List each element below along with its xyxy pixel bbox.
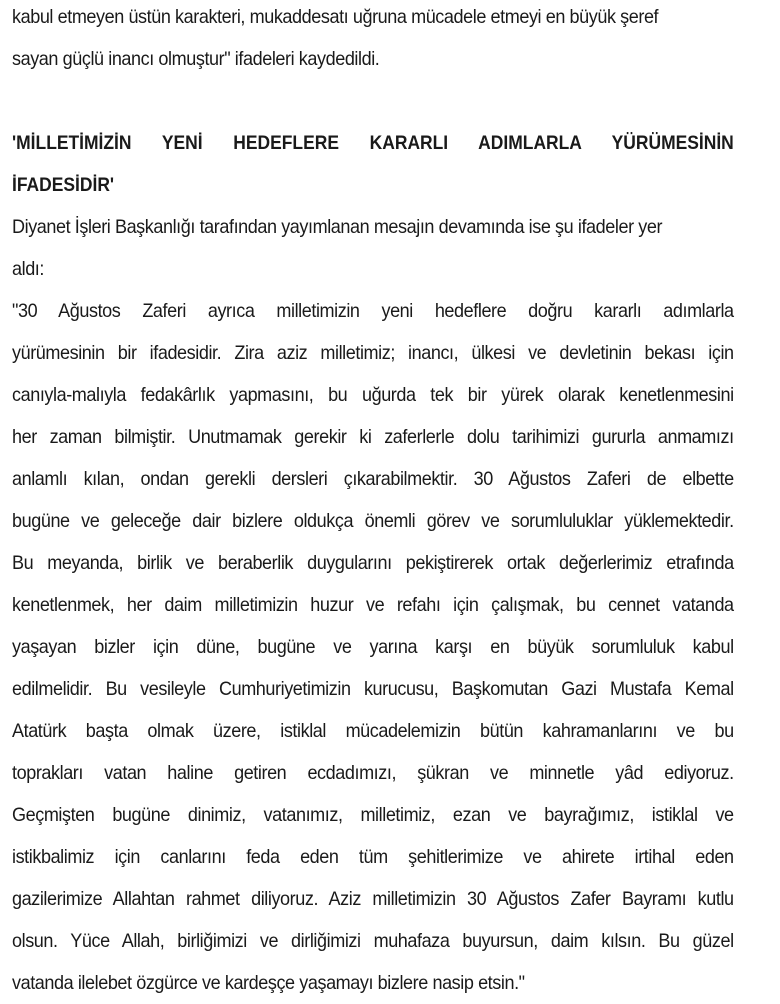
quote-line: canıyla-malıyla fedakârlık yapmasını, bu uğurda tek bir yürek olarak kenetlenmesini	[12, 384, 734, 406]
quote-line: Atatürk başta olmak üzere, istiklal mücadelemizin bütün kahramanlarını ve bu	[12, 720, 734, 742]
quote-line: kenetlenmek, her daim milletimizin huzur ve refahı için çalışmak, bu cennet vatanda	[12, 594, 734, 616]
paragraph-gap	[12, 80, 734, 122]
quote-line: anlamlı kılan, ondan gerekli dersleri çıkarabilmektir. 30 Ağustos Zaferi de elbette	[12, 468, 734, 490]
quote-line: Geçmişten bugüne dinimiz, vatanımız, milletimiz, ezan ve bayrağımız, istiklal ve	[12, 804, 734, 826]
article-body	[12, 0, 734, 1004]
quote-line: yürümesinin bir ifadesidir. Zira aziz milletimiz; inancı, ülkesi ve devletinin bekası için	[12, 342, 734, 364]
quote-line: yaşayan bizler için düne, bugüne ve yarına karşı en büyük sorumluluk kabul	[12, 636, 734, 658]
quote-line: bugüne ve geleceğe dair bizlere oldukça önemli görev ve sorumluluklar yüklemektedir.	[12, 510, 734, 532]
quote-line: gazilerimize Allahtan rahmet diliyoruz. Aziz milletimizin 30 Ağustos Zafer Bayramı kutlu	[12, 888, 734, 910]
quote-line: Bu meyanda, birlik ve beraberlik duygularını pekiştirerek ortak değerlerimiz etrafında	[12, 552, 734, 574]
paragraph-line: kabul etmeyen üstün karakteri, mukaddesatı uğruna mücadele etmeyi en büyük şeref	[12, 6, 659, 28]
quote-line: vatanda ilelebet özgürce ve kardeşçe yaşamayı bizlere nasip etsin."	[12, 972, 525, 994]
quote-line: her zaman bilmiştir. Unutmamak gerekir ki zaferlerle dolu tarihimizi gururla anmamızı	[12, 426, 734, 448]
quote-line: olsun. Yüce Allah, birliğimizi ve dirliğimizi muhafaza buyursun, daim kılsın. Bu güzel	[12, 930, 734, 952]
paragraph-line: Diyanet İşleri Başkanlığı tarafından yayımlanan mesajın devamında ise şu ifadeler yer	[12, 216, 663, 238]
paragraph-line: aldı:	[12, 258, 44, 280]
section-heading: İFADESİDİR'	[12, 174, 115, 196]
section-heading: 'MİLLETİMİZİN YENİ HEDEFLERE KARARLI ADIMLARLA YÜRÜMESİNİN	[12, 132, 734, 154]
quote-line: "30 Ağustos Zaferi ayrıca milletimizin yeni hedeflere doğru kararlı adımlarla	[12, 300, 734, 322]
quote-line: istikbalimiz için canlarını feda eden tüm şehitlerimize ve ahirete irtihal eden	[12, 846, 734, 868]
quote-line: edilmelidir. Bu vesileyle Cumhuriyetimizin kurucusu, Başkomutan Gazi Mustafa Kemal	[12, 678, 734, 700]
paragraph-line: sayan güçlü inancı olmuştur" ifadeleri kaydedildi.	[12, 48, 380, 70]
quote-line: toprakları vatan haline getiren ecdadımızı, şükran ve minnetle yâd ediyoruz.	[12, 762, 734, 784]
